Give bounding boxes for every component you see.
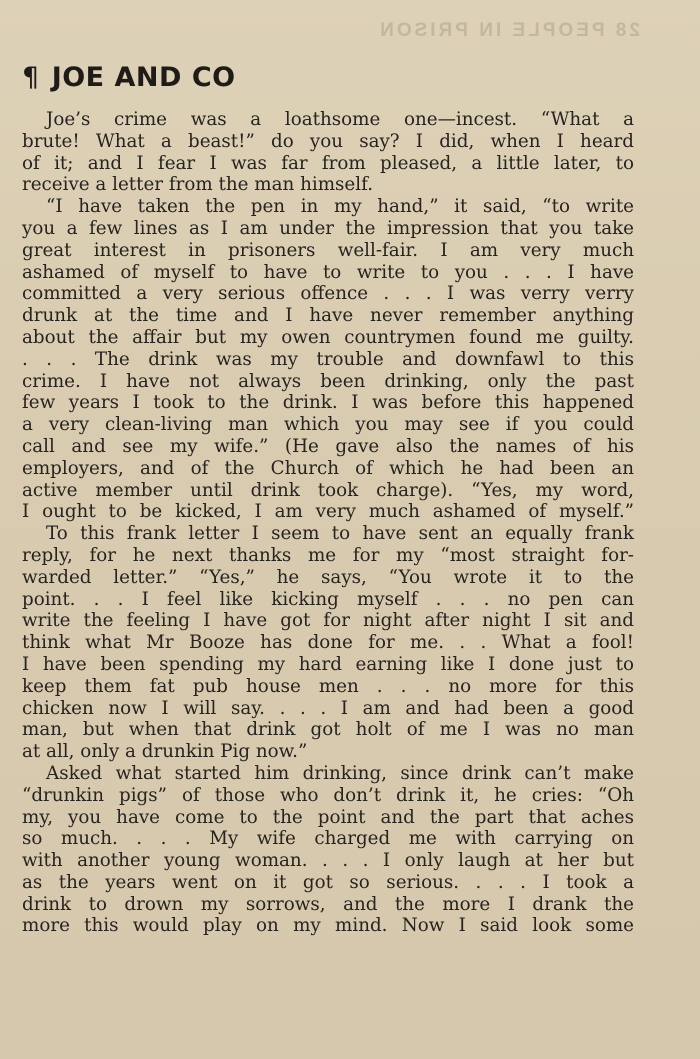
text-line: of it; and I fear I was far from pleased, a little later, to [22, 152, 634, 174]
text-line: point. . . I feel like kicking myself . . . no pen can [22, 588, 634, 610]
text-line: crime. I have not always been drinking, only the past [22, 370, 634, 392]
text-line: drunk at the time and I have never remember anything [22, 305, 634, 327]
text-line: so much. . . . My wife charged me with carrying on [22, 828, 634, 850]
text-line: employers, and of the Church of which he had been an [22, 457, 634, 479]
text-line: reply, for he next thanks me for my “most straight for- [22, 544, 634, 566]
text-line: active member until drink took charge). “Yes, my word, [22, 479, 634, 501]
text-line: chicken now I will say. . . . I am and had been a good [22, 697, 634, 719]
text-line: about the affair but my owen countrymen found me guilty. [22, 326, 634, 348]
text-line: “I have taken the pen in my hand,” it said, “to write [46, 196, 634, 218]
text-line: warded letter.” “Yes,” he says, “You wrote it to the [22, 566, 634, 588]
text-line: drink to drown my sorrows, and the more I drank the [22, 893, 634, 915]
section-title: JOE AND CO [51, 62, 236, 93]
text-line: “drunkin pigs” of those who don’t drink it, he cries: “Oh [22, 784, 634, 806]
text-line: write the feeling I have got for night after night I sit and [22, 610, 634, 632]
text-line: think what Mr Booze has done for me. . . What a fool! [22, 632, 634, 654]
text-line: To this frank letter I seem to have sent an equally frank [46, 523, 634, 545]
section-heading [22, 62, 236, 93]
text-line: . . . The drink was my trouble and downfawl to this [22, 348, 634, 370]
text-line: as the years went on it got so serious. . . . I took a [22, 871, 634, 893]
text-line: with another young woman. . . . I only laugh at her but [22, 850, 634, 872]
text-line: I have been spending my hard earning like I done just to [22, 653, 634, 675]
show-through-running-head: 28 PEOPLE IN PRISON [377, 20, 640, 41]
text-line: great interest in prisoners well-fair. I am very much [22, 239, 634, 261]
text-line: Joe’s crime was a loathsome one—incest. “What a [46, 109, 634, 130]
text-line: you a few lines as I am under the impression that you take [22, 217, 634, 239]
text-line: I ought to be kicked, I am very much ashamed of myself.” [22, 501, 634, 523]
text-line: brute! What a beast!” do you say? I did, when I heard [22, 130, 634, 152]
text-line: call and see my wife.” (He gave also the names of his [22, 435, 634, 457]
text-line: committed a very serious offence . . . I was verry verry [22, 283, 634, 305]
text-line: a very clean-living man which you may see if you could [22, 414, 634, 436]
text-line: my, you have come to the point and the part that aches [22, 806, 634, 828]
body-text [22, 109, 634, 937]
text-line: at all, only a drunkin Pig now.” [22, 741, 308, 763]
text-line: keep them fat pub house men . . . no more for this [22, 675, 634, 697]
text-line: few years I took to the drink. I was before this happened [22, 392, 634, 414]
text-line: ashamed of myself to have to write to you . . . I have [22, 261, 634, 283]
pilcrow-icon: ¶ [22, 62, 40, 93]
text-line: more this would play on my mind. Now I said look some [22, 915, 634, 937]
text-line: Asked what started him drinking, since drink can’t make [46, 762, 634, 784]
text-line: receive a letter from the man himself. [22, 174, 374, 196]
text-line: man, but when that drink got holt of me I was no man [22, 719, 634, 741]
